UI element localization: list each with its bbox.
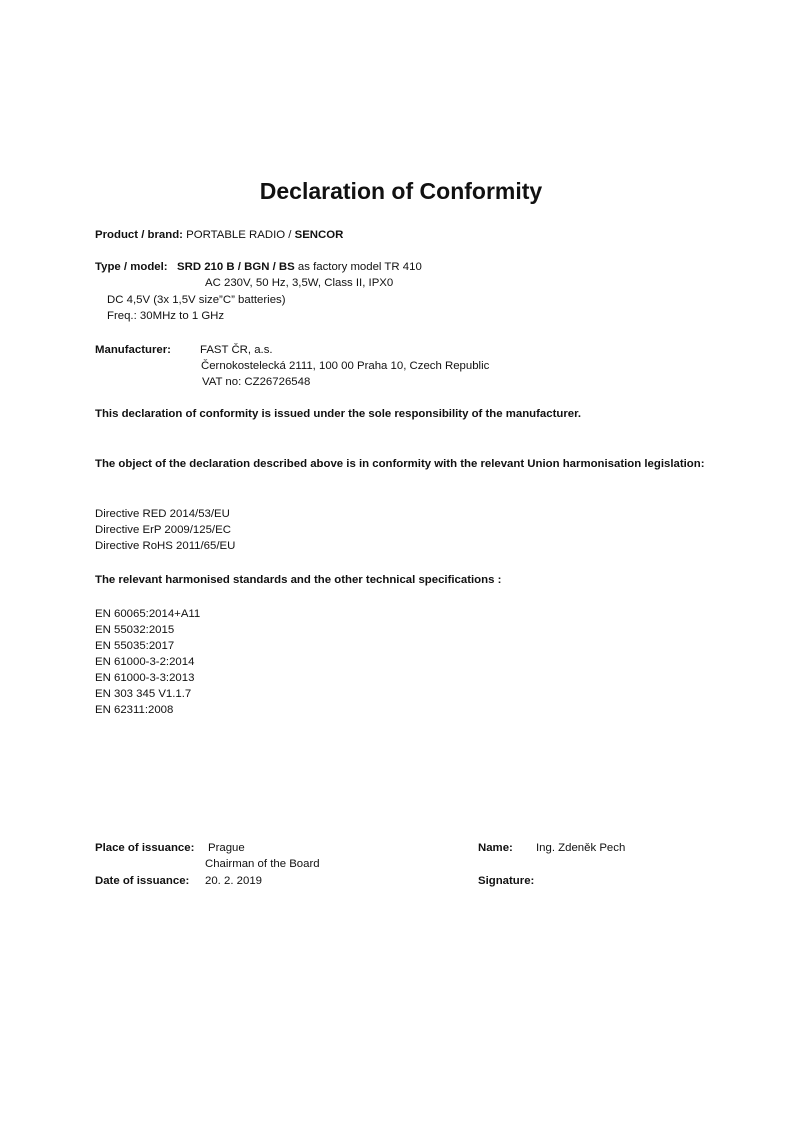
product-label: Product / brand: <box>95 229 183 241</box>
standard: EN 62311:2008 <box>95 704 174 716</box>
manufacturer-vat: VAT no: CZ26726548 <box>202 376 311 388</box>
standard: EN 61000-3-3:2013 <box>95 672 195 684</box>
manufacturer-address: Černokostelecká 2111, 100 00 Praha 10, Czech Republic <box>201 360 490 372</box>
standard: EN 61000-3-2:2014 <box>95 656 195 668</box>
date-value: 20. 2. 2019 <box>205 875 263 887</box>
directive: Directive RED 2014/53/EU <box>95 508 230 520</box>
name-value: Ing. Zdeněk Pech <box>536 842 626 854</box>
product-value: PORTABLE RADIO / <box>186 229 295 241</box>
place-label: Place of issuance: <box>95 842 195 854</box>
directive: Directive ErP 2009/125/EC <box>95 524 231 536</box>
manufacturer-name: FAST ČR, a.s. <box>200 344 273 356</box>
manufacturer-label: Manufacturer: <box>95 344 171 356</box>
name-label: Name: <box>478 842 513 854</box>
standard: EN 60065:2014+A11 <box>95 608 201 620</box>
standards-heading: The relevant harmonised standards and the other technical specifications : <box>95 574 502 586</box>
signature-label: Signature: <box>478 875 535 887</box>
conformity-statement: The object of the declaration described above is in conformity with the relevant Union harmonisation legislation: <box>95 458 705 470</box>
brand: SENCOR <box>294 229 344 241</box>
directive: Directive RoHS 2011/65/EU <box>95 540 236 552</box>
standard: EN 55032:2015 <box>95 624 175 636</box>
place-value: Prague <box>208 842 245 854</box>
product-line <box>95 227 343 243</box>
type-model: SRD 210 B / BGN / BS as factory model TR 410 <box>177 261 422 273</box>
type-label: Type / model: <box>95 261 168 273</box>
standard: EN 55035:2017 <box>95 640 175 652</box>
type-dc: DC 4,5V (3x 1,5V size”C” batteries) <box>107 294 286 306</box>
signatory-role: Chairman of the Board <box>205 858 320 870</box>
date-label: Date of issuance: <box>95 875 190 887</box>
responsibility-statement: This declaration of conformity is issued under the sole responsibility of the manufacturer. <box>95 408 582 420</box>
type-freq: Freq.: 30MHz to 1 GHz <box>107 310 225 322</box>
standard: EN 303 345 V1.1.7 <box>95 688 192 700</box>
page-title: Declaration of Conformity <box>259 178 543 204</box>
type-ac: AC 230V, 50 Hz, 3,5W, Class II, IPX0 <box>205 277 394 289</box>
